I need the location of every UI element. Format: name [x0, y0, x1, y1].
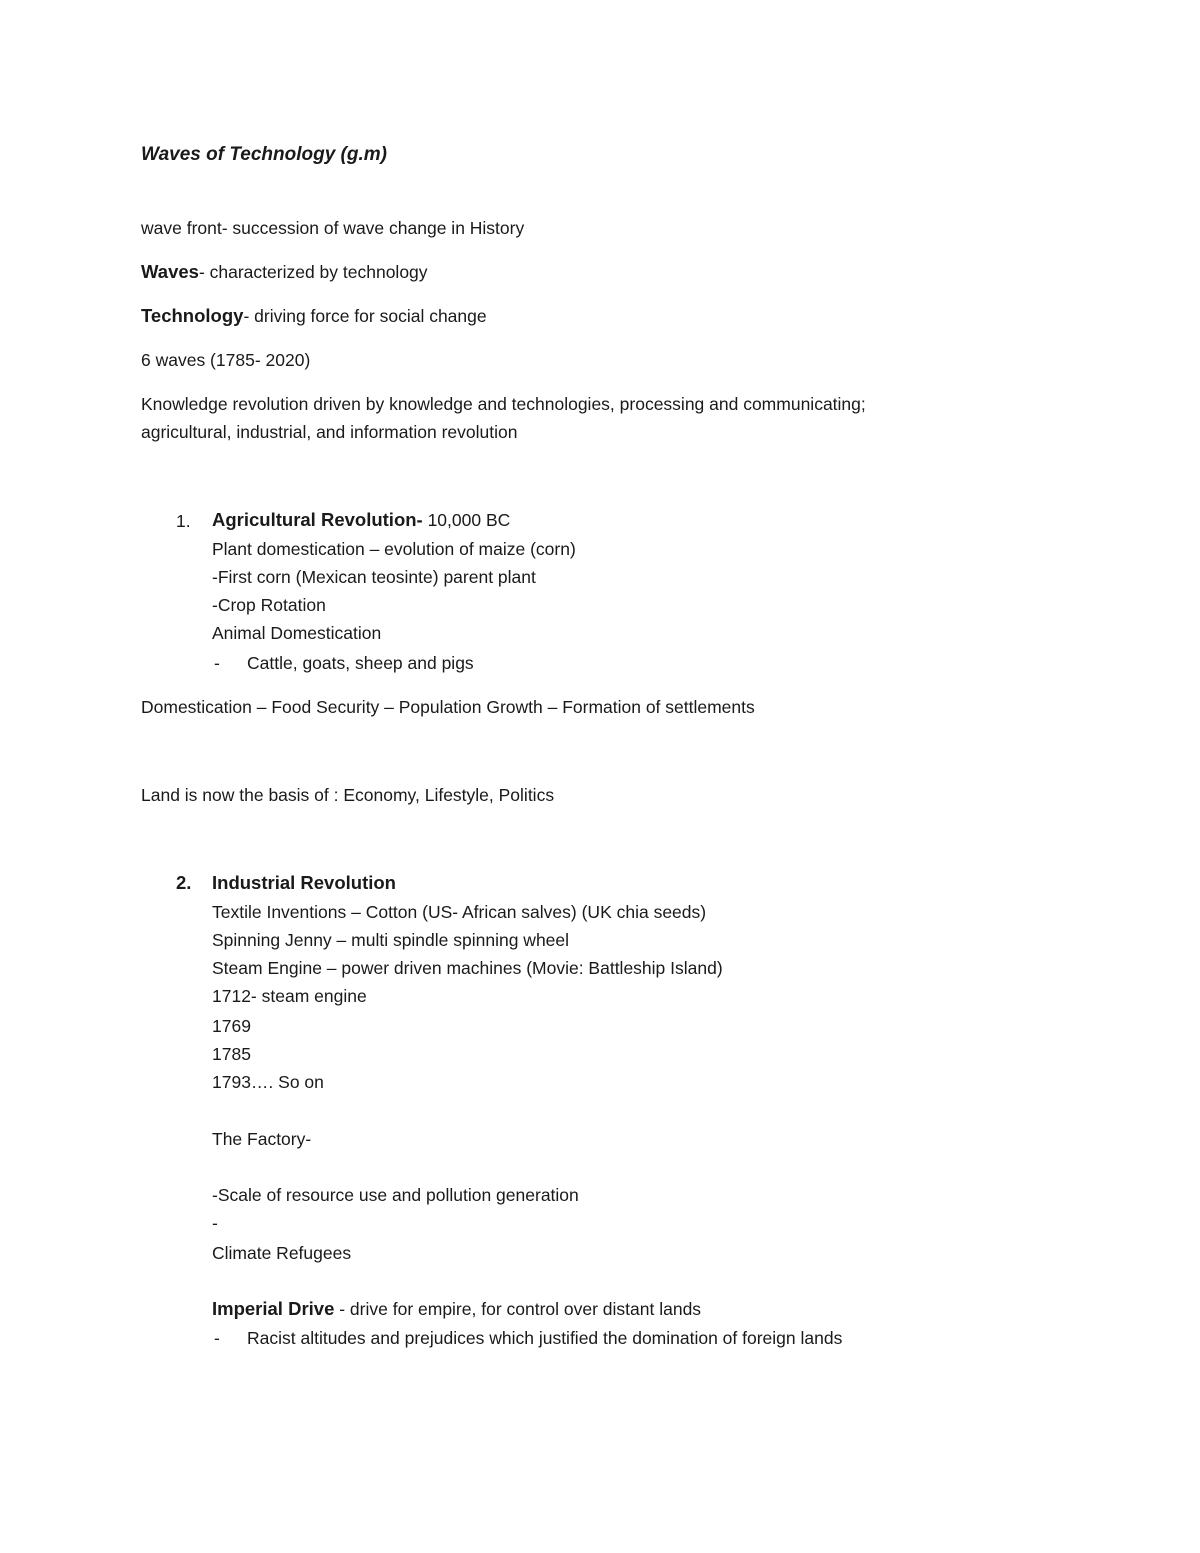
- section1-line: -First corn (Mexican teosinte) parent plant: [212, 567, 536, 587]
- technology-term: Technology: [141, 305, 244, 326]
- land-basis-line: Land is now the basis of : Economy, Lifestyle, Politics: [141, 785, 555, 805]
- section1-number: 1.: [176, 511, 191, 531]
- section1-bullet: Cattle, goats, sheep and pigs: [247, 653, 474, 673]
- imperial-drive-line: [212, 1298, 701, 1320]
- section2-line: Textile Inventions – Cotton (US- African salves) (UK chia seeds): [212, 902, 707, 922]
- section2-line: 1785: [212, 1044, 251, 1064]
- knowledge-line-1: Knowledge revolution driven by knowledge and technologies, processing and communicating;: [141, 394, 866, 414]
- climate-refugees-line: Climate Refugees: [212, 1243, 352, 1263]
- knowledge-line-2: agricultural, industrial, and information revolution: [141, 422, 518, 442]
- section1-heading-suffix: 10,000 BC: [422, 510, 511, 530]
- section2-heading: Industrial Revolution: [212, 872, 396, 893]
- section1-heading-line: [212, 509, 510, 531]
- section1-heading: Agricultural Revolution-: [212, 509, 423, 530]
- factory-line: The Factory-: [212, 1129, 312, 1149]
- imperial-term: Imperial Drive: [212, 1298, 335, 1319]
- section1-bullet-dash: -: [214, 653, 220, 673]
- section2-line: 1793…. So on: [212, 1072, 324, 1092]
- section2-number: 2.: [176, 872, 192, 893]
- waves-definition: [141, 261, 428, 283]
- document-title: Waves of Technology (g.m): [141, 144, 387, 165]
- scale-line: -Scale of resource use and pollution generation: [212, 1185, 579, 1205]
- section2-line: 1769: [212, 1016, 251, 1036]
- imperial-bullet: Racist altitudes and prejudices which justified the domination of foreign lands: [247, 1328, 843, 1348]
- section1-line: Animal Domestication: [212, 623, 382, 643]
- wave-front-line: wave front- succession of wave change in History: [141, 218, 525, 238]
- section2-line: Spinning Jenny – multi spindle spinning wheel: [212, 930, 570, 950]
- imperial-def: - drive for empire, for control over distant lands: [334, 1299, 702, 1319]
- technology-def: - driving force for social change: [243, 306, 487, 326]
- waves-term: Waves: [141, 261, 199, 282]
- six-waves-line: 6 waves (1785- 2020): [141, 350, 311, 370]
- domestication-chain: Domestication – Food Security – Population Growth – Formation of settlements: [141, 697, 755, 717]
- technology-definition: [141, 305, 487, 327]
- imperial-bullet-dash: -: [214, 1328, 220, 1348]
- lone-dash: -: [212, 1213, 218, 1233]
- section1-line: -Crop Rotation: [212, 595, 326, 615]
- section2-line: Steam Engine – power driven machines (Movie: Battleship Island): [212, 958, 723, 978]
- waves-def: - characterized by technology: [198, 262, 428, 282]
- section2-line: 1712- steam engine: [212, 986, 367, 1006]
- section1-line: Plant domestication – evolution of maize (corn): [212, 539, 576, 559]
